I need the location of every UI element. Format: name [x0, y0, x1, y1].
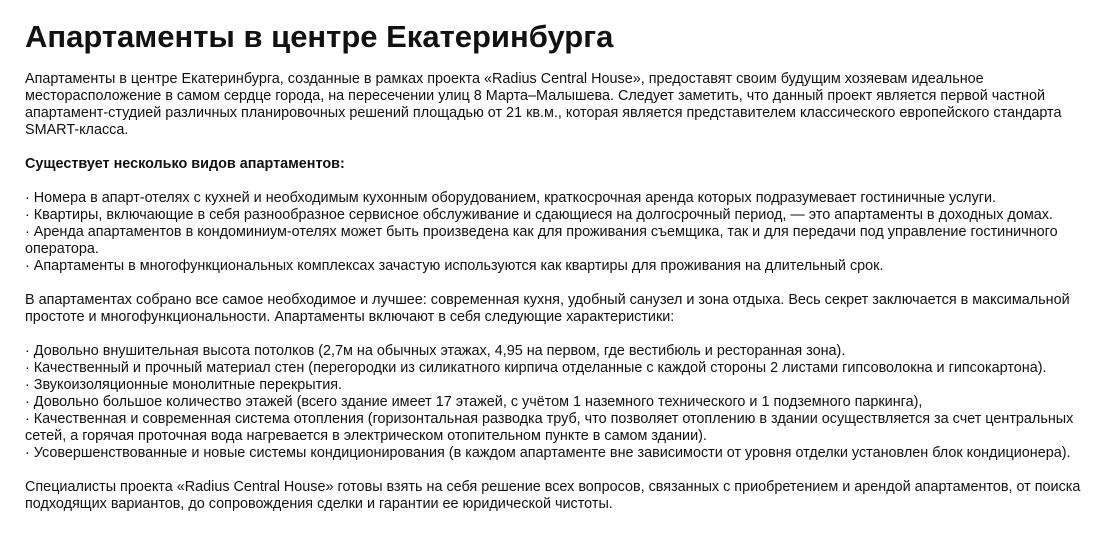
- intro-paragraph: Апартаменты в центре Екатеринбурга, созданные в рамках проекта «Radius Central House», предоставят своим будущим хозяевам идеальное месторасположение в самом сердце города, на пересечении улиц 8 Марта–Малышева. Следует заметить, что данный проект является первой частной апартамент-студией различных планировочных решений площадью от 21 кв.м., которая является представителем классического европейского стандарта SMART-класса.: [25, 71, 1062, 138]
- list-item: · Усовершенствованные и новые системы кондиционирования (в каждом апартаменте вне зависимости от уровня отделки установлен блок кондиционера).: [25, 445, 1071, 461]
- page-title: Апартаменты в центре Екатеринбурга: [25, 19, 614, 54]
- list-item: · Номера в апарт-отелях с кухней и необходимым кухонным оборудованием, краткосрочная аренда которых подразумевает гостиничные услуги.: [25, 190, 997, 206]
- types-heading: Существует несколько видов апартаментов:: [25, 156, 345, 172]
- closing-paragraph: Специалисты проекта «Radius Central House» готовы взять на себя решение всех вопросов, связанных с приобретением и арендой апартаментов, от поиска подходящих вариантов, до сопровождения сделки и гарантии ее юридической чистоты.: [25, 479, 1081, 512]
- spacer: [25, 462, 1095, 479]
- article: [25, 17, 1095, 513]
- list-item: · Довольно внушительная высота потолков (2,7м на обычных этажах, 4,95 на первом, где вестибюль и ресторанная зона).: [25, 343, 846, 359]
- list-item: · Качественная и современная система отопления (горизонтальная разводка труб, что позволяет отоплению в здании осуществляется за счет центральных сетей, а горячая проточная вода нагревается в электрическом отопительном пункте в самом здании).: [25, 411, 1074, 444]
- spacer: [25, 275, 1095, 292]
- list-item: · Апартаменты в многофункциональных комплексах зачастую используются как квартиры для проживания на длительный срок.: [25, 258, 884, 274]
- spacer: [25, 326, 1095, 343]
- features-list: [25, 343, 1095, 462]
- list-item: · Аренда апартаментов в кондоминиум-отелях может быть произведена как для проживания съемщика, так и для передачи под управление гостиничного оператора.: [25, 224, 1058, 257]
- list-item: · Звукоизоляционные монолитные перекрытия.: [25, 377, 343, 393]
- spacer: [25, 173, 1095, 190]
- article-body: [25, 71, 1095, 513]
- list-item: · Квартиры, включающие в себя разнообразное сервисное обслуживание и сдающиеся на долгосрочный период, — это апартаменты в доходных домах.: [25, 207, 1053, 223]
- features-intro-paragraph: В апартаментах собрано все самое необходимое и лучшее: современная кухня, удобный санузел и зона отдыха. Весь секрет заключается в максимальной простоте и многофункциональности. Апартаменты включают в себя следующие характеристики:: [25, 292, 1070, 325]
- list-item: · Довольно большое количество этажей (всего здание имеет 17 этажей, с учётом 1 наземного технического и 1 подземного паркинга),: [25, 394, 923, 410]
- types-list: [25, 190, 1095, 275]
- spacer: [25, 139, 1095, 156]
- list-item: · Качественный и прочный материал стен (перегородки из силикатного кирпича отделанные с каждой стороны 2 листами гипсоволокна и гипсокартона).: [25, 360, 1047, 376]
